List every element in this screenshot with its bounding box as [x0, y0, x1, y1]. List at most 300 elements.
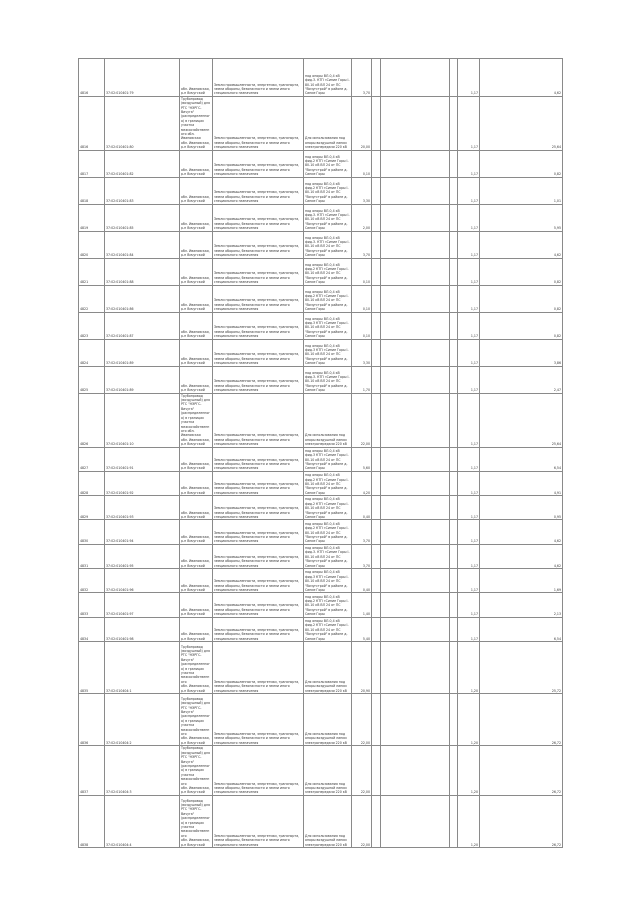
permitted-use: [304, 694, 352, 746]
address-cell-text: обл. Ивановская, р-н Вичугский: [181, 437, 210, 447]
address-cell: [180, 617, 213, 641]
land-register-table: [78, 58, 563, 848]
permitted-use-text: Для использования под опоры воздушной линии электропередачи 220 кВ: [305, 833, 347, 847]
rate-value-text: 1,17: [470, 145, 478, 150]
object-description: Трубопровод (воздушный) для РТС "НЭРГС-Вичуга" (распределенного) в границах участка межхозяйственного обл. Ивановская: [181, 96, 210, 141]
cadastral-number-text: 37:02:010401:82: [106, 172, 134, 177]
area-value-text: 3,70: [362, 253, 370, 258]
cadastral-number: [105, 746, 180, 796]
rate-value: [458, 795, 480, 847]
address-cell: [180, 795, 213, 847]
table-row: [79, 496, 563, 520]
object-description: Трубопровод (воздушный) для РТС "НЭРГС-Вичуга" (распределенного) в границах участка межхозяйственного обл. Ивановская: [181, 393, 210, 438]
area-value-text: 22,00: [360, 442, 370, 447]
rate-value: [458, 366, 480, 393]
row-number: [79, 204, 105, 231]
rate-value: [458, 520, 480, 544]
area-value: [352, 285, 372, 312]
row-number: [79, 520, 105, 544]
cadastral-number: [105, 231, 180, 258]
spacer-cell: [372, 593, 381, 617]
spacer-cell: [381, 59, 450, 97]
spacer-cell: [450, 231, 458, 258]
area-value-text: 0,40: [362, 515, 370, 520]
land-category-text: Земли промышленности, энергетики, транспорта, земли обороны, безопасности и земли иного специального назначения: [214, 271, 300, 285]
land-category-text: Земли промышленности, энергетики, транспорта, земли обороны, безопасности и земли иного специального назначения: [214, 244, 300, 258]
area-value-text: 5,60: [362, 466, 370, 471]
rate-value-text: 1,17: [470, 636, 478, 641]
permitted-use-text: под опоры ВЛ-0,4 кВ фид.3. КТП «Синие Горы I-80-10 кВ ВЛ 24 от ПС "Вичугстрой" в районе д. Синие Горы: [305, 73, 350, 96]
land-category: [213, 520, 304, 544]
address-cell: [180, 285, 213, 312]
spacer-cell: [450, 59, 458, 97]
land-category-text: Земли промышленности, энергетики, транспорта, земли обороны, безопасности и земли иного специального назначения: [214, 506, 300, 520]
land-category-text: Земли промышленности, энергетики, транспорта, земли обороны, безопасности и земли иного специального назначения: [214, 732, 300, 745]
rate-value: [458, 569, 480, 593]
land-category: [213, 471, 304, 495]
spacer-cell: [450, 795, 458, 847]
land-category-text: Земли промышленности, энергетики, транспорта, земли обороны, безопасности и земли иного специального назначения: [214, 481, 300, 495]
cadastral-number-text: 37:02:010401:86: [106, 307, 134, 312]
spacer-cell: [450, 96, 458, 150]
row-number: [79, 177, 105, 204]
land-category: [213, 204, 304, 231]
row-number-text: 4831: [80, 563, 89, 568]
rate-value: [458, 593, 480, 617]
address-cell-text: обл. Ивановская, р-н Вичугский: [181, 221, 210, 231]
spacer-cell: [450, 258, 458, 285]
spacer-cell: [372, 447, 381, 471]
table-row: [79, 96, 563, 150]
permitted-use-text: под опоры ВЛ-0,4 кВ фид.2 КТП «Синие Горы I-80-10 кВ ВЛ 24 от ПС "Вичугстрой" в районе д. Синие Горы: [305, 473, 349, 495]
address-cell: [180, 312, 213, 339]
row-number-text: 4817: [80, 172, 89, 177]
area-value: [352, 641, 372, 693]
spacer-cell: [372, 795, 381, 847]
spacer-cell: [450, 312, 458, 339]
spacer-cell: [450, 471, 458, 495]
row-number-text: 4834: [80, 636, 89, 641]
land-category: [213, 795, 304, 847]
rate-value: [458, 96, 480, 150]
land-category-text: Земли промышленности, энергетики, транспорта, земли обороны, безопасности и земли иного специального назначения: [214, 325, 300, 339]
permitted-use: [304, 569, 352, 593]
spacer-cell: [381, 641, 450, 693]
row-number-text: 4822: [80, 307, 89, 312]
permitted-use: [304, 204, 352, 231]
permitted-use: [304, 746, 352, 796]
cadastral-value: [480, 231, 563, 258]
spacer-cell: [381, 496, 450, 520]
spacer-cell: [381, 520, 450, 544]
permitted-use: [304, 795, 352, 847]
spacer-cell: [372, 617, 381, 641]
land-category-text: Земли промышленности, энергетики, транспорта, земли обороны, безопасности и земли иного специального назначения: [214, 579, 300, 592]
cadastral-value-text: 25,72: [551, 688, 561, 693]
permitted-use: [304, 544, 352, 568]
address-cell-text: обл. Ивановская, р-н Вичугский: [181, 383, 210, 393]
spacer-cell: [381, 285, 450, 312]
spacer-cell: [450, 544, 458, 568]
rate-value-text: 1,17: [470, 91, 478, 96]
row-number: [79, 312, 105, 339]
row-number-text: 4829: [80, 515, 89, 520]
area-value: [352, 312, 372, 339]
address-cell: [180, 150, 213, 177]
area-value: [352, 569, 372, 593]
cadastral-value: [480, 593, 563, 617]
table-body: [79, 59, 563, 848]
area-value-text: 22,00: [360, 740, 370, 745]
cadastral-value: [480, 312, 563, 339]
cadastral-number: [105, 641, 180, 693]
land-category: [213, 593, 304, 617]
cadastral-number-text: 37:02:010401:83: [106, 199, 134, 204]
cadastral-value: [480, 795, 563, 847]
spacer-cell: [450, 617, 458, 641]
permitted-use-text: под опоры ВЛ-0,4 кВ фид.3 КТП «Синие Горы I-80-10 кВ ВЛ 24 от ПС "Вичугстрой" в районе д. Синие Горы: [305, 448, 349, 471]
land-category-text: Земли промышленности, энергетики, транспорта, земли обороны, безопасности и земли иного специального назначения: [214, 433, 300, 447]
area-value: [352, 795, 372, 847]
permitted-use-text: под опоры ВЛ-0,4 кВ фид.2 КТП «Синие Горы I-80-10 кВ ВЛ 24 от ПС "Вичугстрой" в районе д. Синие Горы: [305, 289, 349, 312]
permitted-use: [304, 59, 352, 97]
row-number-text: 4833: [80, 612, 89, 617]
land-category: [213, 96, 304, 150]
cadastral-value-text: 4,62: [553, 563, 561, 568]
area-value-text: 4,20: [362, 490, 370, 495]
land-category: [213, 393, 304, 447]
address-cell-text: обл. Ивановская, р-н Вичугский: [181, 462, 210, 471]
spacer-cell: [450, 366, 458, 393]
permitted-use: [304, 593, 352, 617]
address-cell: [180, 447, 213, 471]
table-row: [79, 569, 563, 593]
rate-value-text: 1,17: [470, 539, 478, 544]
address-cell-text: обл. Ивановская, р-н Вичугский: [181, 785, 210, 795]
area-value-text: 0,10: [362, 334, 370, 339]
permitted-use: [304, 258, 352, 285]
permitted-use-text: под опоры ВЛ-0,4 кВ фид.3. КТП «Синие Горы I-80-10 кВ ВЛ 24 от ПС "Вичугстрой" в районе д. Синие Горы: [305, 546, 350, 568]
cadastral-value-text: 26,72: [551, 740, 561, 745]
cadastral-value-text: 0,82: [553, 307, 561, 312]
rate-value-text: 1,17: [470, 388, 478, 393]
spacer-cell: [381, 96, 450, 150]
area-value: [352, 366, 372, 393]
area-value: [352, 177, 372, 204]
rate-value: [458, 471, 480, 495]
permitted-use: [304, 641, 352, 693]
rate-value-text: 1,17: [470, 466, 478, 471]
area-value-text: 0,10: [362, 307, 370, 312]
rate-value: [458, 231, 480, 258]
row-number: [79, 593, 105, 617]
cadastral-number: [105, 204, 180, 231]
row-number: [79, 447, 105, 471]
cadastral-value-text: 4,62: [553, 91, 561, 96]
table-row: [79, 617, 563, 641]
area-value-text: 20,00: [360, 145, 370, 150]
land-category-text: Земли промышленности, энергетики, транспорта, земли обороны, безопасности и земли иного специального назначения: [214, 190, 300, 204]
area-value-text: 1,40: [362, 612, 370, 617]
land-category: [213, 746, 304, 796]
spacer-cell: [450, 447, 458, 471]
object-description: Трубопровод (воздушный) для РТС "НЭРГС-Вичуга" (распределенного) в границах участка межхозяйственного: [181, 644, 210, 684]
table-row: [79, 520, 563, 544]
table-row: [79, 393, 563, 447]
rate-value-text: 1,17: [470, 280, 478, 285]
spacer-cell: [450, 641, 458, 693]
area-value-text: 22,00: [360, 790, 370, 795]
spacer-cell: [381, 569, 450, 593]
rate-value-text: 1,17: [470, 199, 478, 204]
cadastral-number-text: 37:02:010401:87: [106, 334, 134, 339]
land-category-text: Земли промышленности, энергетики, транспорта, земли обороны, безопасности и земли иного специального назначения: [214, 457, 300, 471]
address-cell: [180, 59, 213, 97]
row-number-text: 4821: [80, 280, 89, 285]
row-number: [79, 617, 105, 641]
cadastral-value: [480, 569, 563, 593]
spacer-cell: [450, 150, 458, 177]
cadastral-number-text: 37:02:010401:95: [106, 563, 134, 568]
area-value-text: 1,70: [362, 388, 370, 393]
cadastral-number: [105, 544, 180, 568]
cadastral-number-text: 37:02:010401:89: [106, 361, 134, 366]
cadastral-number: [105, 569, 180, 593]
table-row: [79, 312, 563, 339]
cadastral-value-text: 26,72: [551, 842, 561, 847]
rate-value-text: 1,17: [470, 490, 478, 495]
spacer-cell: [450, 339, 458, 366]
spacer-cell: [381, 593, 450, 617]
address-cell-text: обл. Ивановская, р-н Вичугский: [181, 607, 210, 617]
address-cell: [180, 496, 213, 520]
cadastral-number-text: 37:02:010401:10: [106, 442, 134, 447]
cadastral-value: [480, 96, 563, 150]
cadastral-number: [105, 59, 180, 97]
table-row: [79, 59, 563, 97]
address-cell: [180, 339, 213, 366]
area-value: [352, 59, 372, 97]
cadastral-number: [105, 393, 180, 447]
area-value: [352, 694, 372, 746]
cadastral-number: [105, 96, 180, 150]
cadastral-value: [480, 285, 563, 312]
land-category: [213, 59, 304, 97]
permitted-use: [304, 471, 352, 495]
cadastral-number-text: 37:02:010401:80: [106, 145, 134, 150]
area-value: [352, 204, 372, 231]
spacer-cell: [450, 393, 458, 447]
address-cell-text: обл. Ивановская, р-н Вичугский: [181, 583, 210, 592]
cadastral-value-text: 2,47: [553, 388, 561, 393]
row-number-text: 4816: [80, 91, 89, 96]
rate-value: [458, 617, 480, 641]
cadastral-value: [480, 746, 563, 796]
rate-value-text: 1,17: [470, 334, 478, 339]
cadastral-value-text: 6,54: [553, 466, 561, 471]
address-cell-text: обл. Ивановская, р-н Вичугский: [181, 248, 210, 258]
cadastral-value: [480, 694, 563, 746]
address-cell-text: обл. Ивановская, р-н Вичугский: [181, 736, 210, 745]
area-value-text: 3,70: [362, 539, 370, 544]
area-value-text: 3,30: [362, 199, 370, 204]
spacer-cell: [381, 447, 450, 471]
cadastral-number: [105, 496, 180, 520]
cadastral-value: [480, 447, 563, 471]
row-number-text: 4836: [80, 740, 89, 745]
land-category: [213, 285, 304, 312]
spacer-cell: [381, 393, 450, 447]
rate-value: [458, 496, 480, 520]
address-cell: [180, 258, 213, 285]
permitted-use-text: под опоры ВЛ-0,4 кВ фид.2 КТП «Синие Горы I-80-10 кВ ВЛ 24 от ПС "Вичугстрой" в районе д. Синие Горы: [305, 594, 349, 617]
row-number-text: 4827: [80, 466, 89, 471]
cadastral-value: [480, 177, 563, 204]
row-number-text: 4825: [80, 388, 89, 393]
permitted-use: [304, 177, 352, 204]
object-description: Трубопровод (воздушный) для РТС "НЭРГС-Вичуга" (распределенного) в границах участка межхозяйственного: [181, 746, 210, 786]
area-value-text: 5,40: [362, 636, 370, 641]
rate-value-text: 1,17: [470, 515, 478, 520]
table-row: [79, 641, 563, 693]
address-cell: [180, 177, 213, 204]
rate-value: [458, 694, 480, 746]
cadastral-number-text: 37:02:010401:85: [106, 226, 134, 231]
table-row: [79, 746, 563, 796]
permitted-use-text: под опоры ВЛ-0,4 кВ фид.2 КТП «Синие Горы I-80-10 кВ ВЛ 24 от ПС "Вичугстрой" в районе д. Синие Горы: [305, 262, 349, 285]
cadastral-value-text: 25,64: [551, 145, 561, 150]
area-value: [352, 471, 372, 495]
spacer-cell: [450, 204, 458, 231]
cadastral-value: [480, 641, 563, 693]
cadastral-value-text: 0,82: [553, 172, 561, 177]
land-category-text: Земли промышленности, энергетики, транспорта, земли обороны, безопасности и земли иного специального назначения: [214, 554, 300, 568]
cadastral-number-text: 37:02:010401:94: [106, 539, 134, 544]
cadastral-value: [480, 339, 563, 366]
spacer-cell: [372, 258, 381, 285]
rate-value: [458, 641, 480, 693]
cadastral-value-text: 26,72: [551, 790, 561, 795]
address-cell-text: обл. Ивановская, р-н Вичугский: [181, 167, 210, 177]
cadastral-number-text: 37:02:010401:97: [106, 612, 134, 617]
rate-value: [458, 393, 480, 447]
permitted-use-text: под опоры ВЛ-0,4 кВ фид.2 КТП «Синие Горы I-80-10 кВ ВЛ 24 от ПС "Вичугстрой" в районе д. Синие Горы: [305, 618, 349, 641]
area-value-text: 0,10: [362, 172, 370, 177]
address-cell-text: обл. Ивановская, р-н Вичугский: [181, 534, 210, 544]
spacer-cell: [381, 150, 450, 177]
cadastral-value-text: 6,54: [553, 636, 561, 641]
object-description: Трубопровод (воздушный) для РТС "НЭРГС-Вичуга" (распределенного) в границах участка межхозяйственного: [181, 798, 210, 838]
row-number-text: 4820: [80, 253, 89, 258]
spacer-cell: [372, 177, 381, 204]
land-category: [213, 496, 304, 520]
land-category-text: Земли промышленности, энергетики, транспорта, земли обороны, безопасности и земли иного специального назначения: [214, 217, 300, 231]
permitted-use: [304, 496, 352, 520]
permitted-use: [304, 339, 352, 366]
cadastral-number: [105, 150, 180, 177]
area-value: [352, 544, 372, 568]
area-value-text: 0,40: [362, 587, 370, 592]
address-cell-text: обл. Ивановская, р-н Вичугский: [181, 838, 210, 847]
land-category-text: Земли промышленности, энергетики, транспорта, земли обороны, безопасности и земли иного специального назначения: [214, 352, 300, 366]
land-category: [213, 544, 304, 568]
spacer-cell: [372, 96, 381, 150]
rate-value: [458, 285, 480, 312]
cadastral-value: [480, 258, 563, 285]
row-number-text: 4818: [80, 199, 89, 204]
permitted-use-text: под опоры ВЛ-0,4 кВ фид.3. КТП «Синие Горы I-80-10 кВ ВЛ 24 от ПС "Вичугстрой" в районе д. Синие Горы: [305, 235, 350, 258]
rate-value: [458, 258, 480, 285]
cadastral-number-text: 37:02:010401:88: [106, 280, 134, 285]
spacer-cell: [372, 150, 381, 177]
table-row: [79, 795, 563, 847]
land-category-text: Земли промышленности, энергетики, транспорта, земли обороны, безопасности и земли иного специального назначения: [214, 627, 300, 641]
cadastral-value: [480, 150, 563, 177]
address-cell: [180, 231, 213, 258]
land-category-text: Земли промышленности, энергетики, транспорта, земли обороны, безопасности и земли иного специального назначения: [214, 530, 300, 544]
permitted-use-text: Для использования под опоры воздушной линии электропередачи 220 кВ: [305, 136, 347, 150]
row-number-text: 4837: [80, 790, 89, 795]
rate-value-text: 1,17: [470, 253, 478, 258]
rate-value-text: 1,17: [470, 172, 478, 177]
rate-value-text: 1,20: [470, 740, 478, 745]
cadastral-number: [105, 471, 180, 495]
rate-value-text: 1,17: [470, 307, 478, 312]
area-value-text: 20,90: [360, 688, 370, 693]
row-number-text: 4824: [80, 361, 89, 366]
address-cell: [180, 641, 213, 693]
table-row: [79, 231, 563, 258]
permitted-use-text: Для использования под опоры воздушной линии электропередачи 220 кВ: [305, 732, 347, 745]
permitted-use-text: Для использования под опоры воздушной линии электропередачи 220 кВ: [305, 679, 347, 693]
cadastral-value: [480, 366, 563, 393]
address-cell: [180, 471, 213, 495]
area-value-text: 3,70: [362, 563, 370, 568]
table-row: [79, 544, 563, 568]
row-number: [79, 285, 105, 312]
permitted-use-text: под опоры ВЛ-0,4 кВ фид.3 КТП «Синие Горы I-80-10 кВ ВЛ 24 от ПС "Вичугстрой" в районе д. Синие Горы: [305, 343, 349, 366]
spacer-cell: [381, 544, 450, 568]
cadastral-value: [480, 544, 563, 568]
rate-value-text: 1,20: [470, 790, 478, 795]
row-number-text: 4816: [80, 145, 89, 150]
rate-value: [458, 339, 480, 366]
row-number: [79, 471, 105, 495]
cadastral-value-text: 0,82: [553, 280, 561, 285]
row-number: [79, 339, 105, 366]
spacer-cell: [381, 204, 450, 231]
rate-value: [458, 544, 480, 568]
address-cell-text: обл. Ивановская, р-н Вичугский: [181, 194, 210, 204]
permitted-use-text: под опоры ВЛ-0,4 кВ фид.2 КТП «Синие Горы I-80-10 кВ ВЛ 24 от ПС "Вичугстрой" в районе д. Синие Горы: [305, 181, 349, 204]
land-category-text: Земли промышленности, энергетики, транспорта, земли обороны, безопасности и земли иного специального назначения: [214, 679, 300, 693]
rate-value-text: 1,17: [470, 361, 478, 366]
area-value: [352, 447, 372, 471]
area-value: [352, 520, 372, 544]
land-category: [213, 231, 304, 258]
permitted-use-text: Для использования под опоры воздушной линии электропередачи 220 кВ: [305, 781, 347, 795]
spacer-cell: [381, 258, 450, 285]
spacer-cell: [372, 569, 381, 593]
cadastral-number-text: 37:02:010404:3: [106, 790, 132, 795]
address-cell-text: обл. Ивановская, р-н Вичугский: [181, 140, 210, 150]
cadastral-number-text: 37:02:010401:84: [106, 253, 134, 258]
cadastral-number-text: 37:02:010401:92: [106, 490, 134, 495]
address-cell: [180, 520, 213, 544]
cadastral-value-text: 1,01: [553, 199, 561, 204]
area-value-text: 0,10: [362, 280, 370, 285]
row-number: [79, 150, 105, 177]
